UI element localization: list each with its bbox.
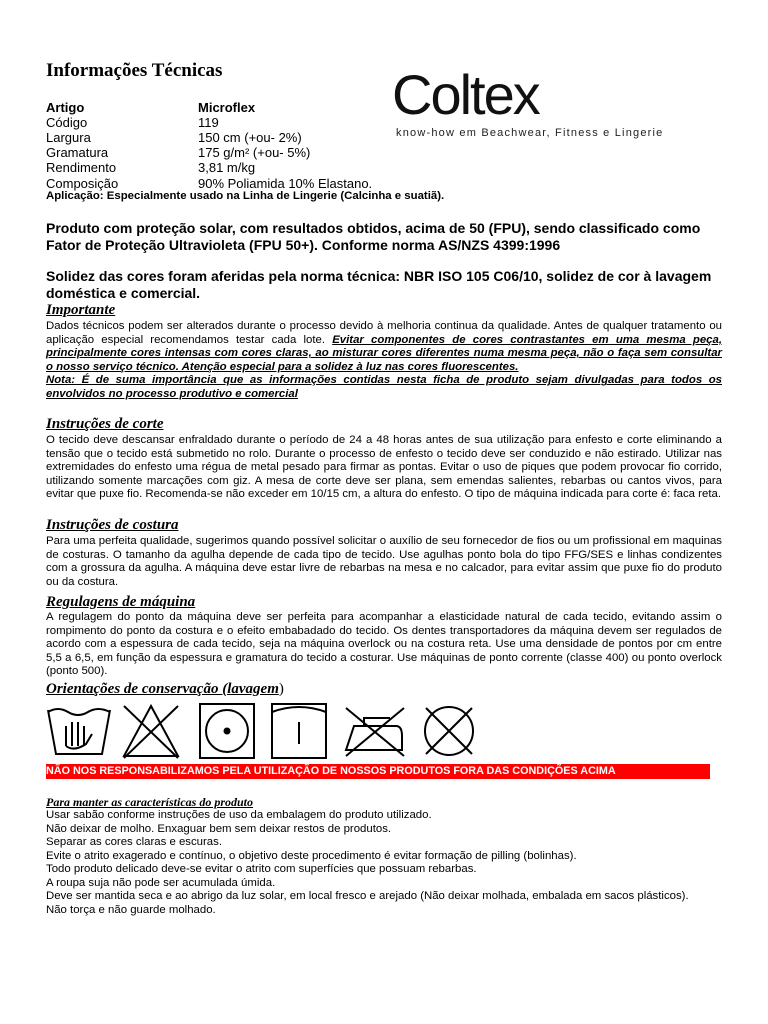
- no-iron-icon: [340, 702, 410, 760]
- hand-wash-icon: [44, 702, 114, 760]
- section-heading-conservacao: [46, 681, 284, 698]
- spec-label: Código: [46, 115, 88, 130]
- brand-logo: Coltex: [392, 63, 539, 126]
- spec-label: Rendimento: [46, 160, 117, 175]
- spec-label: Composição: [46, 176, 119, 191]
- care-item: Separar as cores claras e escuras.: [46, 836, 222, 848]
- maquina-paragraph: A regulagem do ponto da máquina deve ser perfeita para acompanhar a elasticidade natural de cada tecido, evitando assim o rompimento do ponto da costura e o efeito embabadado do tecido. Os dentes transportadores da máquina devem ser regulados de acordo com a espessura de cada tecido, seja na máquina overlock ou na costura reta. Use uma densidade de pontos por cm entre 5,5 a 6,5, em função da espessura e gramatura do tecido a costurar. Use máquinas de ponto corrente (classe 400) ou ponto overlock (ponto 500).: [46, 611, 722, 678]
- disclaimer-banner: NÃO NOS RESPONSABILIZAMOS PELA UTILIZAÇÃO DE NOSSOS PRODUTOS FORA DAS CONDIÇÕES ACIMA: [46, 764, 710, 779]
- care-item: Não deixar de molho. Enxaguar bem sem deixar restos de produtos.: [46, 822, 392, 835]
- care-item: Deve ser mantida seca e ao abrigo da luz solar, em local fresco e arejado (Não deixar molhada, embalada em sacos plásticos).: [46, 890, 689, 902]
- care-list: [46, 809, 726, 917]
- spec-value: 119: [198, 115, 219, 130]
- care-item: Todo produto delicado deve-se evitar o atrito com superfícies que possuam rebarbas.: [46, 863, 477, 875]
- spec-label: Gramatura: [46, 145, 109, 160]
- care-item: A roupa suja não pode ser acumulada úmida.: [46, 876, 276, 889]
- spec-value: 150 cm (+ou- 2%): [198, 130, 302, 145]
- importante-emphasis: Evitar componentes de cores contrastantes em uma mesma peça, principalmente cores intensas com cores claras, ao misturar cores diferentes numa mesma peça, não o faça sem consultar o nosso serviço técnico. Atenção especial para a solidez à luz nas cores fluorescentes.: [46, 333, 722, 373]
- spec-row-composicao: [46, 176, 446, 191]
- costura-paragraph: Para uma perfeita qualidade, sugerimos quando possível solicitar o auxílio de seu fornecedor de fios ou um profissional em maquinas de costuras. O tamanho da agulha depende de cada tipo de tecido. Use agulhas ponto bola do tipo FFG/SES e linhas condizentes com a grossura da agulha. A máquina deve estar livre de rebarbas na mesa e no calcador, para evitar assim que puxe fio do produto ou da costura.: [46, 535, 722, 588]
- conservacao-heading-text: Orientações de conservação (lavagem: [46, 681, 279, 697]
- spec-row-largura: [46, 130, 446, 145]
- spec-value: 3,81 m/kg: [198, 160, 256, 175]
- tumble-dry-low-icon: [196, 702, 258, 760]
- section-heading-corte: Instruções de corte: [46, 416, 164, 432]
- spec-label: Artigo: [46, 100, 85, 115]
- importante-text: Dados técnicos podem ser alterados durante o processo devido à melhoria continua da qualidade. Antes de qualquer tratamento ou aplicação especial recomendamos testar cada lote.: [46, 320, 722, 346]
- conservacao-heading-end: ): [278, 681, 284, 697]
- uv-protection-text: Produto com proteção solar, com resultados obtidos, acima de 50 (FPU), sendo classificado como Fator de Proteção Ultravioleta (FPU 50+). Conforme norma AS/NZS 4399:1996: [46, 220, 701, 253]
- care-heading: Para manter as características do produto: [46, 795, 254, 809]
- section-heading-maquina: Regulagens de máquina: [46, 594, 196, 610]
- spec-row-artigo: [46, 100, 446, 115]
- no-bleach-icon: [120, 702, 182, 760]
- importante-paragraph: [46, 320, 722, 402]
- no-dry-clean-icon: [420, 702, 478, 760]
- line-dry-icon: [268, 702, 330, 760]
- care-symbols-row: [44, 702, 464, 760]
- spec-label: Largura: [46, 130, 91, 145]
- spec-value: 90% Poliamida 10% Elastano.: [198, 176, 373, 191]
- care-item: Evite o atrito exagerado e contínuo, o objetivo deste procedimento é evitar formação de pilling (bolinhas).: [46, 849, 577, 862]
- spec-row-gramatura: [46, 145, 446, 160]
- care-item: Não torça e não guarde molhado.: [46, 903, 216, 916]
- section-heading-costura: Instruções de costura: [46, 517, 179, 533]
- corte-paragraph: O tecido deve descansar enfraldado durante o período de 24 a 48 horas antes de sua utilização para enfesto e corte eliminando a tensão que o tecido está submetido no rolo. Durante o processo de enfesto o tecido deve ser conduzido e não estirado. Utilizar nas extremidades do enfesto uma régua de metal pesado para firmar as pontas. Evitar o uso de piques que podem provocar fio corrido, utilizando somente marcações com giz. A mesa de corte deve ser plana, sem emendas salientes, rebarbas ou cantos vivos, para evitar que puxe fio. Recomenda-se não exceder em 10/15 cm, a altura do enfesto. O tipo de máquina indicada para corte é: faca reta.: [46, 434, 722, 501]
- importante-note: Nota: É de suma importância que as informações contidas nesta ficha de produto sejam divulgadas para todos os envolvidos no processo produtivo e comercial: [46, 374, 722, 400]
- section-heading-importante: Importante: [46, 302, 116, 318]
- color-fastness-text: Solidez das cores foram aferidas pela norma técnica: NBR ISO 105 C06/10, solidez de cor à lavagem doméstica e comercial.: [46, 268, 712, 301]
- spec-row-codigo: [46, 115, 446, 130]
- spec-value: 175 g/m² (+ou- 5%): [198, 145, 311, 160]
- spec-row-rendimento: [46, 160, 446, 175]
- page-title: Informações Técnicas: [46, 60, 223, 81]
- spec-table: [46, 100, 446, 192]
- spec-value: Microflex: [198, 100, 256, 115]
- application-line: Aplicação: Especialmente usado na Linha de Lingerie (Calcinha e suatiã).: [46, 190, 445, 202]
- brand-tagline: know-how em Beachwear, Fitness e Lingerie: [396, 127, 664, 139]
- care-item: Usar sabão conforme instruções de uso da embalagem do produto utilizado.: [46, 809, 432, 821]
